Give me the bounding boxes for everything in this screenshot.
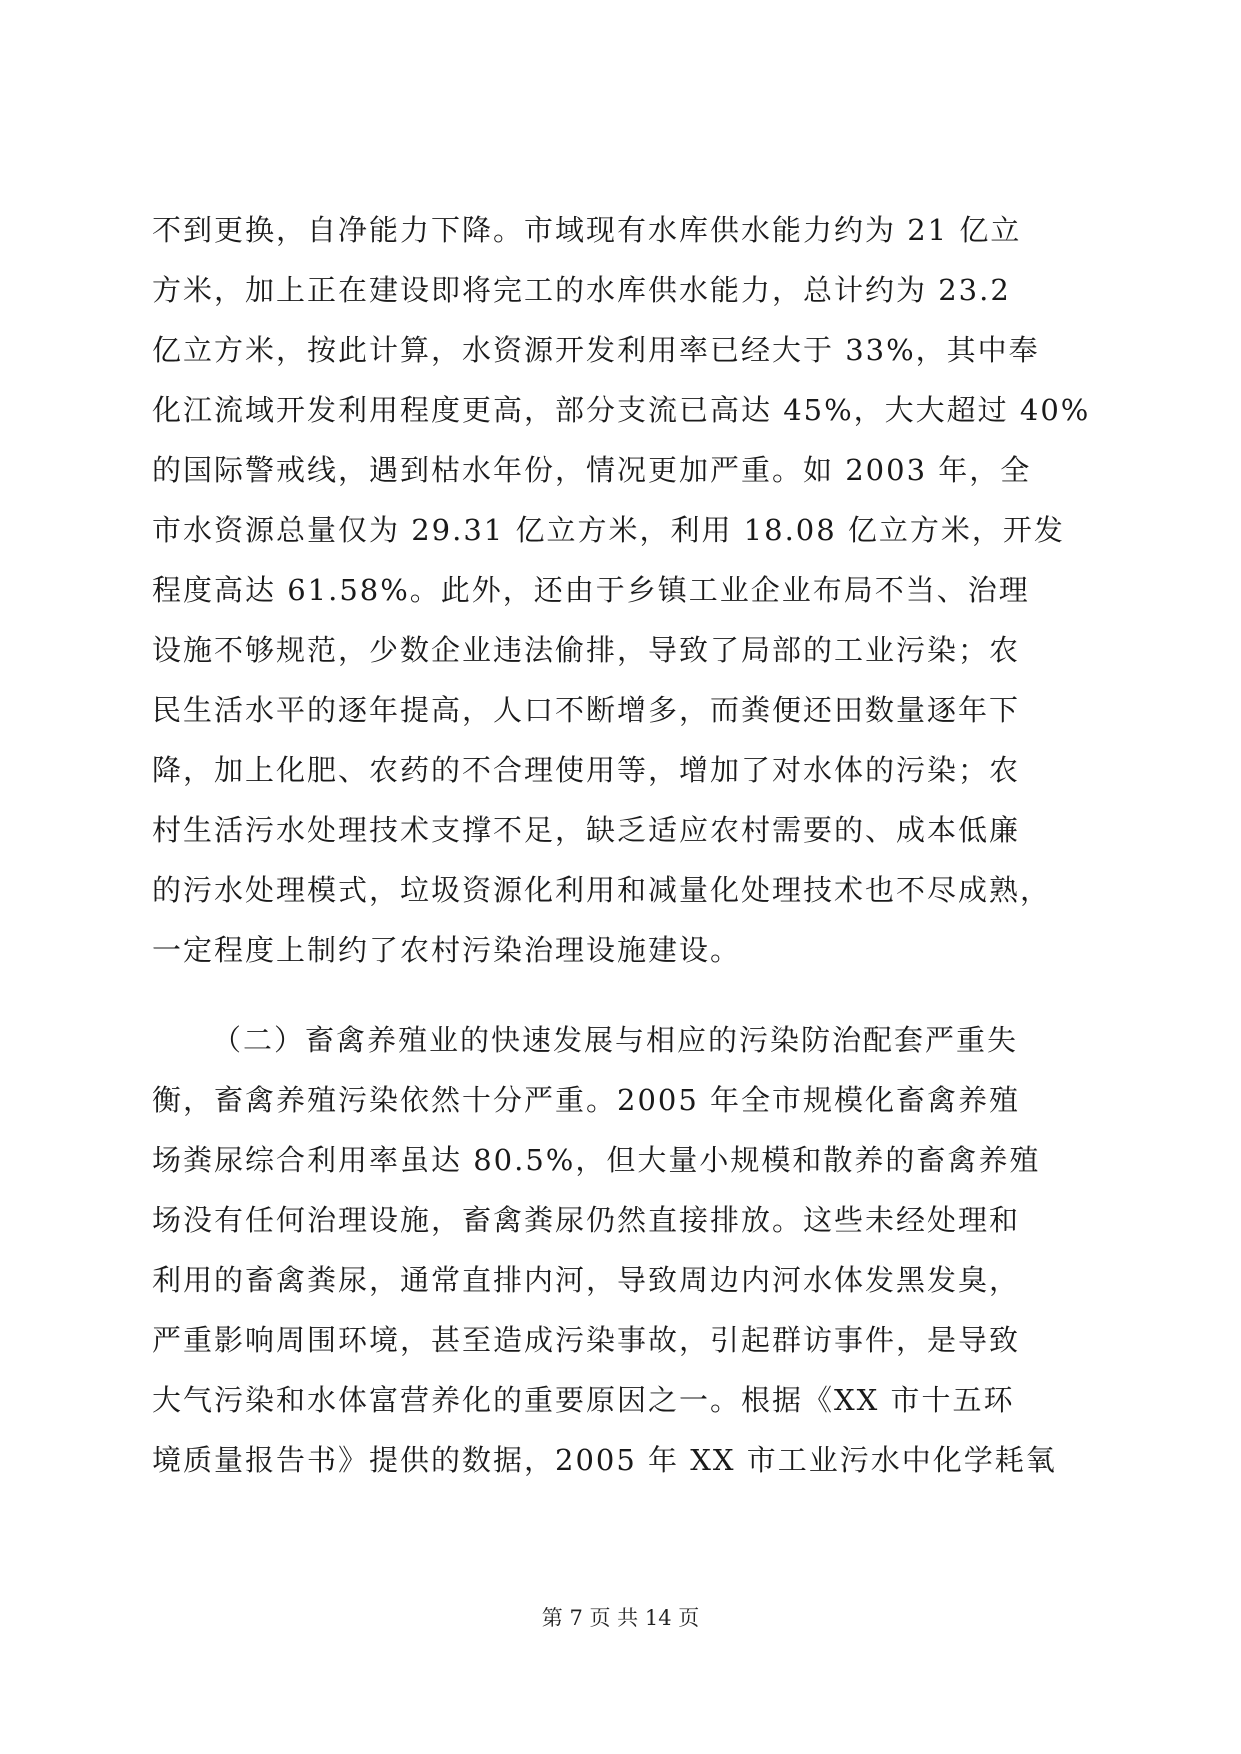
page-number-footer: 第 7 页 共 14 页 [541, 1606, 700, 1630]
body-text-line: 场粪尿综合利用率虽达 80.5%，但大量小规模和散养的畜禽养殖 [152, 1143, 1041, 1177]
body-text-line: 民生活水平的逐年提高，人口不断增多，而粪便还田数量逐年下 [152, 693, 1021, 727]
body-text-line: 一定程度上制约了农村污染治理设施建设。 [152, 933, 742, 967]
body-text-line: 降，加上化肥、农药的不合理使用等，增加了对水体的污染；农 [152, 753, 1021, 787]
body-text-line: 大气污染和水体富营养化的重要原因之一。根据《XX 市十五环 [152, 1383, 1015, 1417]
body-text-line: 亿立方米，按此计算，水资源开发利用率已经大于 33%，其中奉 [152, 333, 1040, 367]
body-text-line: 场没有任何治理设施，畜禽粪尿仍然直接排放。这些未经处理和 [152, 1203, 1021, 1237]
paragraph-first-line: （二）畜禽养殖业的快速发展与相应的污染防治配套严重失 [212, 1023, 1019, 1057]
body-text-line: 村生活污水处理技术支撑不足，缺乏适应农村需要的、成本低廉 [152, 813, 1021, 847]
body-text-line: 化江流域开发利用程度更高，部分支流已高达 45%，大大超过 40% [152, 393, 1091, 427]
body-text-line: 的国际警戒线，遇到枯水年份，情况更加严重。如 2003 年，全 [152, 453, 1032, 487]
body-text-line: 利用的畜禽粪尿，通常直排内河，导致周边内河水体发黑发臭， [152, 1263, 1021, 1297]
body-text-line: 衡，畜禽养殖污染依然十分严重。2005 年全市规模化畜禽养殖 [152, 1083, 1021, 1117]
body-text-line: 方米，加上正在建设即将完工的水库供水能力，总计约为 23.2 [152, 273, 1011, 307]
body-text-line: 的污水处理模式，垃圾资源化利用和减量化处理技术也不尽成熟， [152, 873, 1052, 907]
body-text-line: 市水资源总量仅为 29.31 亿立方米，利用 18.08 亿立方米，开发 [152, 513, 1065, 547]
body-text-line: 不到更换，自净能力下降。市域现有水库供水能力约为 21 亿立 [152, 213, 1022, 247]
body-text-line: 设施不够规范，少数企业违法偷排，导致了局部的工业污染；农 [152, 633, 1021, 667]
body-text-line: 境质量报告书》提供的数据，2005 年 XX 市工业污水中化学耗氧 [152, 1443, 1057, 1477]
body-text-line: 严重影响周围环境，甚至造成污染事故，引起群访事件，是导致 [152, 1323, 1021, 1357]
body-text-line: 程度高达 61.58%。此外，还由于乡镇工业企业布局不当、治理 [152, 573, 1030, 607]
